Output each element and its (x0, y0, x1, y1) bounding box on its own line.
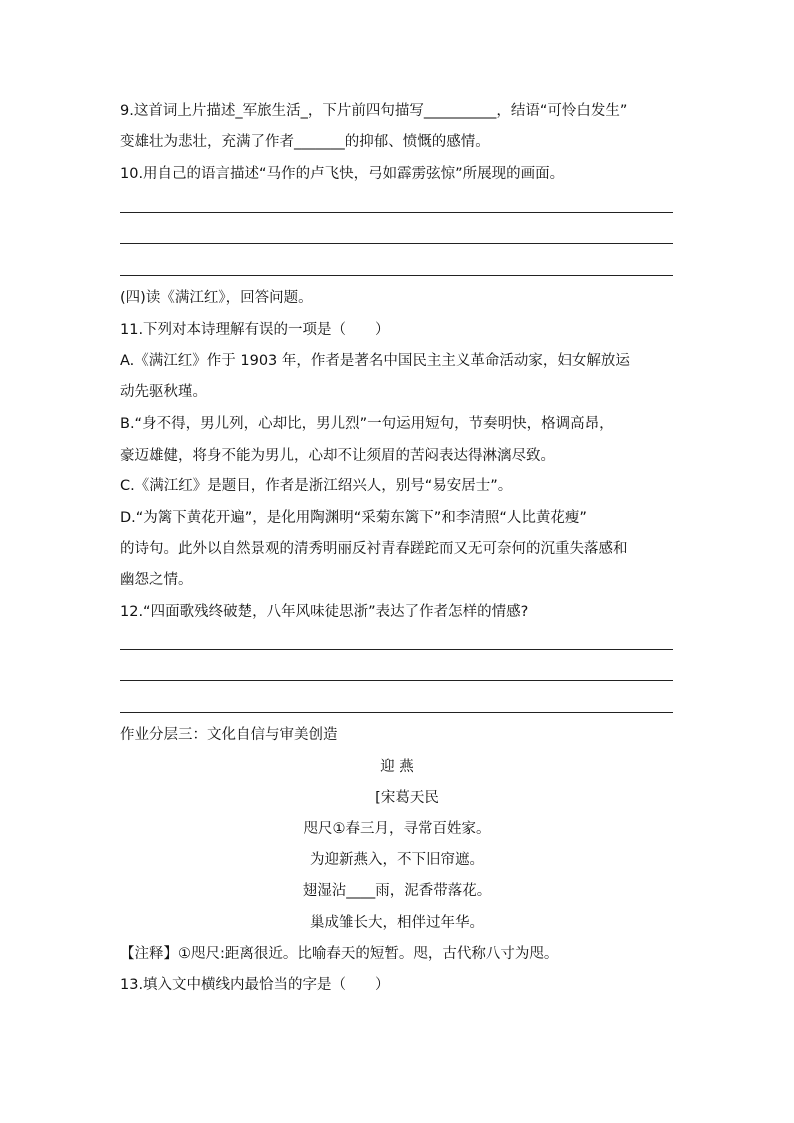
q10-answer-line-3[interactable] (120, 275, 673, 276)
poem-line-1: 咫尺①春三月，寻常百姓家。 (303, 821, 491, 837)
q11-option-d-line-3: 幽怨之情。 (120, 572, 193, 588)
q11-option-d-line-1: D.“为篱下黄花开遍”，是化用陶渊明“采菊东篱下”和李清照“人比黄花瘦” (120, 510, 587, 526)
q11-option-c: C.《满江红》是题目，作者是浙江绍兴人，别号“易安居士”。 (120, 478, 513, 494)
q11-option-a-line-1: A.《满江红》作于 1903 年，作者是著名中国民主主义革命活动家，妇女解放运 (120, 353, 630, 369)
q10-question: 10.用自己的语言描述“马作的卢飞快，弓如霹雳弦惊”所展现的画面。 (120, 166, 565, 182)
tier-3-heading: 作业分层三：文化自信与审美创造 (120, 727, 338, 743)
q11-stem: 11.下列对本诗理解有误的一项是（ ） (120, 322, 390, 338)
q9-line-1: 9.这首词上片描述_军旅生活_，下片前四句描写__________，结语“可怜白发生” (120, 103, 628, 119)
poem-title: 迎 燕 (380, 759, 414, 775)
q12-answer-line-3[interactable] (120, 712, 673, 713)
q10-answer-line-1[interactable] (120, 212, 673, 213)
poem-line-2: 为迎新燕入，不下旧帘遮。 (310, 852, 484, 868)
q11-option-a-line-2: 动先驱秋瑾。 (120, 384, 207, 400)
q11-option-d-line-2: 的诗句。此外以自然景观的清秀明丽反衬青春蹉跎而又无可奈何的沉重失落感和 (120, 541, 628, 557)
q13-question: 13.填入文中横线内最恰当的字是（ ） (120, 977, 390, 993)
poem-annotation: 【注释】①咫尺:距离很近。比喻春天的短暂。咫，古代称八寸为咫。 (120, 946, 559, 962)
q12-answer-line-1[interactable] (120, 649, 673, 650)
q10-answer-line-2[interactable] (120, 243, 673, 244)
poem-author: [宋葛天民 (375, 790, 439, 806)
q11-option-b-line-2: 豪迈雄健，将身不能为男儿，心却不让须眉的苦闷表达得淋漓尽致。 (120, 448, 555, 464)
q12-answer-line-2[interactable] (120, 680, 673, 681)
q9-line-2: 变雄壮为悲壮，充满了作者_______的抑郁、愤慨的感情。 (120, 134, 490, 150)
q12-question: 12.“四面歌残终破楚，八年风味徒思浙”表达了作者怎样的情感? (120, 604, 529, 620)
q11-option-b-line-1: B.“身不得，男儿列，心却比，男儿烈”一句运用短句，节奏明快，格调高昂， (120, 416, 614, 432)
poem-line-4: 巢成雏长大，相伴过年华。 (310, 915, 484, 931)
poem-line-3: 翅湿沾____雨，泥香带落花。 (302, 883, 492, 899)
section-4-heading: (四)读《满江红》，回答问题。 (120, 290, 313, 306)
